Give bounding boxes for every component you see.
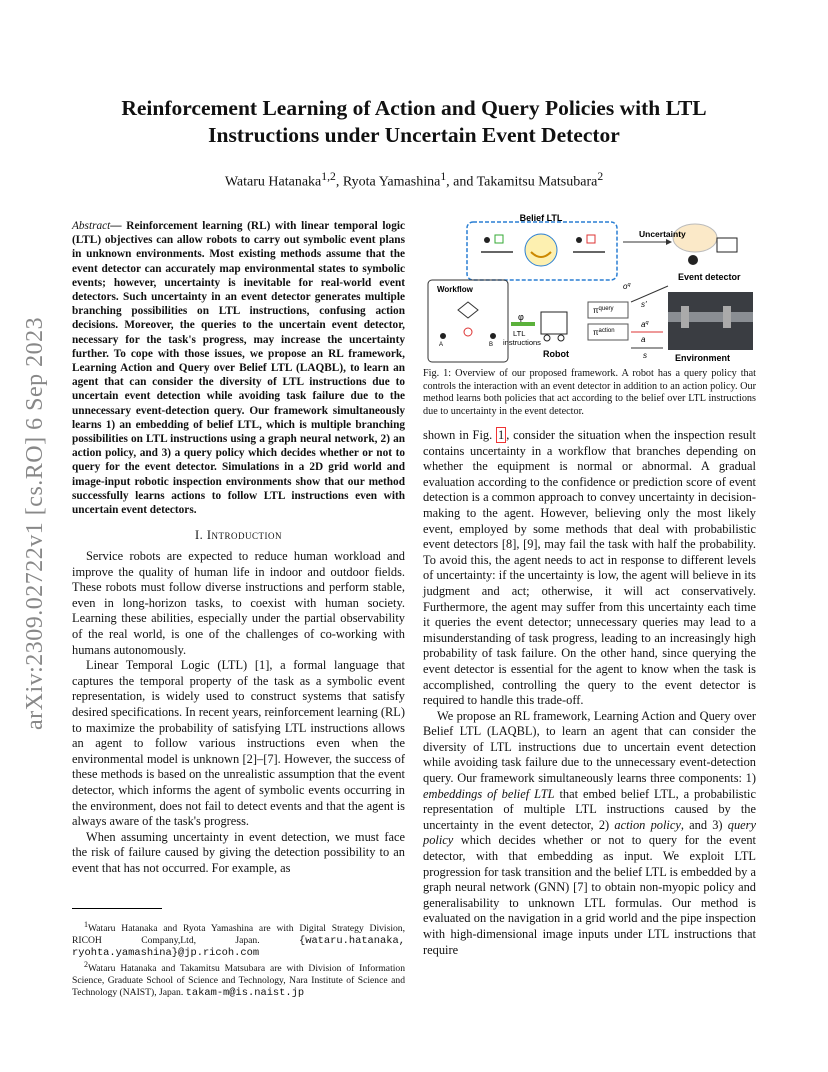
oq-arrow [631,286,668,302]
ltl-label-line2: instructions [503,338,541,347]
detector-icon [688,255,698,265]
title-line-2: Instructions under Uncertain Event Detector [208,123,620,147]
figure-caption [423,368,756,418]
action-policy-pi: π [593,328,599,337]
author-affiliation: 2 [597,170,604,183]
author-affiliation: 1,2 [321,170,336,183]
author-separator: , [335,174,343,190]
emphasis-text: query policy [423,817,756,848]
right-column-body [423,428,756,958]
arxiv-identifier: arXiv:2309.02722v1 [cs.RO] 6 Sep 2023 [22,316,48,730]
robot-icon [541,312,567,334]
right-paragraph-2 [423,709,756,959]
node-icon [490,333,496,339]
aq-sup: q [645,320,649,326]
query-policy-pi: π [593,306,599,315]
belief-bubble-icon [525,234,557,266]
aq-symbol: a [641,320,646,329]
abstract [72,219,405,517]
a-label: a [641,335,646,344]
oq-sup: q [627,282,631,288]
node-icon [576,237,582,243]
check-box-icon [495,235,503,243]
uncertainty-label: Uncertainty [639,229,686,239]
emphasis-text: embeddings of belief LTL [423,786,555,801]
aq-label [641,320,649,329]
paragraph-text: which decides whether or not to query for the event detector, with that embedding as input. We exploit LTL progression for task transition and the belief LTL is embedded by a graph neural network (GNN) [7] to obtain non-myopic policy and generalisability to unknown LTL formulas. Our method is evaluated on the navigation in a grid world and the pipe inspection with high-dimensional image inputs under LTL instructions that require [423,833,756,957]
footnote-rule [72,908,162,909]
node-b-label: B [489,342,494,348]
cross-box-icon [587,235,595,243]
robot-label: Robot [543,349,569,359]
valve-image [681,306,689,328]
caption-text: Overview of our proposed framework. A robot has a query policy that controls the interaction with an event detector in addition to an action policy. Our method learns both policies that act according to the belief over LTL instructions due to uncertainty in the event detector. [423,368,757,417]
oq-symbol: o [623,282,628,291]
section-heading [72,528,405,544]
s-prime-label: s' [641,300,647,309]
footnote-text: Wataru Hatanaka and Takamitsu Matsubara are with Division of Information Science, Graduate School of Science and Technology, Nara Institute of Science and Technology (NAIST), Japan. [72,963,405,999]
valve-image [723,306,731,328]
action-policy-sup: action [598,328,615,334]
node-icon [484,237,490,243]
query-policy-sup: query [598,306,614,312]
abstract-label: Abstract [72,220,111,232]
environment-label: Environment [675,353,731,363]
emphasis-text: action policy [614,817,681,832]
paragraph-text: , and 3) [680,817,728,832]
intro-paragraph-2: Linear Temporal Logic (LTL) [1], a formal language that captures the temporal property of the task as a symbolic event representation, is widely used to construct systems that satisfy desired specifications. In recent years, reinforcement learning (RL) to maximize the probability of satisfying LTL instructions allows an agent to follow various instructions even when the environmental model is unknown [2]–[7]. However, the success of these methods is based on the unrealistic assumption that the event detector, which informs the agent of symbolic events occurring in the environment, does not fail to detect events and that the agent is always aware of the task's progress. [72,658,405,829]
footnote-1 [72,919,405,959]
alarm-icon [464,328,472,336]
ltl-label-line1: LTL [513,329,526,338]
footnote-text: Wataru Hatanaka and Ryota Yamashina are with Digital Strategy Division, RICOH Company,Ltd, Japan. [72,923,405,947]
author-separator: , and [446,174,477,190]
footnote-mark: 1 [84,920,88,929]
workflow-label: Workflow [437,285,473,294]
title-line-1: Reinforcement Learning of Action and Query Policies with LTL [121,96,707,120]
paragraph-text: , consider the situation when the inspection result contains uncertainty in a workflow that branches depending on whether the equipment is normal or abnormal. A gradual evaluation according to the confidence or prediction score of event detection is a common approach to convey uncertainty in decision-making to the agent. However, believing only the most likely event, employed by some methods that deal with probabilistic event detectors [8], [9], may fail the task with half the probability. To avoid this, the agent needs to act in response to different levels of uncertainty: if the uncertainty is low, the agent will believe in its judgment and act; otherwise, it will act conservatively. Furthermore, the agent may suffer from this uncertainty each time it queries the event detector; unnecessary queries may lead to a misunderstanding of task progress, leading to an increasingly high probability of task failure. On the other hand, since querying the event detector is essential for the agent to know when the task is accomplished, controlling the query to the event detector is required to handle this trade-off. [423,428,756,708]
footnotes [72,919,405,999]
author-affiliation: 1 [440,170,447,183]
author-list [60,170,768,191]
section-title: I. Introduction [195,528,282,542]
s-label: s [643,351,647,360]
paragraph-text: shown in Fig. [423,428,496,442]
author-name: Takamitsu Matsubara [476,174,598,190]
author-name: Wataru Hatanaka [224,174,322,190]
footnote-mark: 2 [84,960,88,970]
author-name: Ryota Yamashina [342,174,441,190]
decision-diamond-icon [458,302,478,318]
arxiv-sidebar [12,290,52,730]
pipe-image [668,312,753,322]
right-paragraph-1 [423,428,756,709]
paragraph-text: that embed belief LTL, a probabilistic representation of multiple LTL instructions caused by the uncertainty in the event detector, 2) [423,786,756,832]
event-detector-label: Event detector [678,272,741,282]
footnote-2 [72,959,405,999]
abstract-text: Reinforcement learning (RL) with linear temporal logic (LTL) objectives can allow robots to carry out symbolic event plans in unknown environments. Most existing methods assume that the event detector can accurately map environmental states to symbolic events; however, uncertainty is inevitable for real-world event detectors. Such uncertainty in an event detector generates multiple branching possibilities on LTL instructions, confusing action decisions. Moreover, the queries to the uncertain event detector, necessary for the task's progress, may increase the uncertainty further. To cope with those issues, we propose an RL framework, Learning Action and Query over Belief LTL (LAQBL), to learn an agent that can consider the diversity of LTL instructions due to uncertain event detection while avoiding task failure due to the unnecessary event-detection query. Our framework simultaneously learns 1) an embedding of belief LTL, which is multiple branching possibilities on LTL instructions using a graph neural network, 2) an action policy, and 3) a query policy which decides whether or not to query for the event detector. Simulations in a 2D grid world and image-input robotic inspection environments show that our method successfully learns actions to follow LTL instructions even with uncertain event detectors. [72,220,406,517]
intro-paragraph-3: When assuming uncertainty in event detection, we must face the risk of failure caused by giving the detection possibility to an event that has not occurred. For example, as [72,829,405,875]
phi-symbol: φ [518,312,524,322]
caption-label: Fig. 1: [423,368,452,379]
monitor-icon [717,238,737,252]
robot-wheel-icon [544,335,550,341]
node-a-label: A [439,342,444,348]
footnote-email[interactable]: takam-m@is.naist.jp [185,987,305,1000]
footnote-email[interactable]: {wataru.hatanaka, ryohta.yamashina}@jp.ricoh.com [72,935,405,960]
paper-title [60,95,768,149]
abstract-dash: — [110,220,122,232]
figure-1-diagram [423,212,756,368]
belief-ltl-label: Belief LTL [519,213,563,223]
intro-body [72,549,405,876]
intro-paragraph-1: Service robots are expected to reduce human workload and improve the quality of human life in indoor and outdoor fields. These robots must follow diverse instructions and perform stable, even in long-horizon tasks, to coexist with human society. Learning these abilities, especially under the partial observability of the real world, is one of the challenges of co-working with humans autonomously. [72,549,405,657]
node-icon [440,333,446,339]
oq-label [623,282,631,291]
robot-wheel-icon [558,335,564,341]
paragraph-text: We propose an RL framework, Learning Action and Query over Belief LTL (LAQBL), to learn an agent that can consider the diversity of LTL instructions due to uncertain event detection while avoiding task failure due to the unnecessary event-detection query. Our framework simultaneously learns three components: 1) [423,708,756,786]
figure-reference-link[interactable]: 1 [497,428,505,442]
figure-1 [423,212,756,368]
